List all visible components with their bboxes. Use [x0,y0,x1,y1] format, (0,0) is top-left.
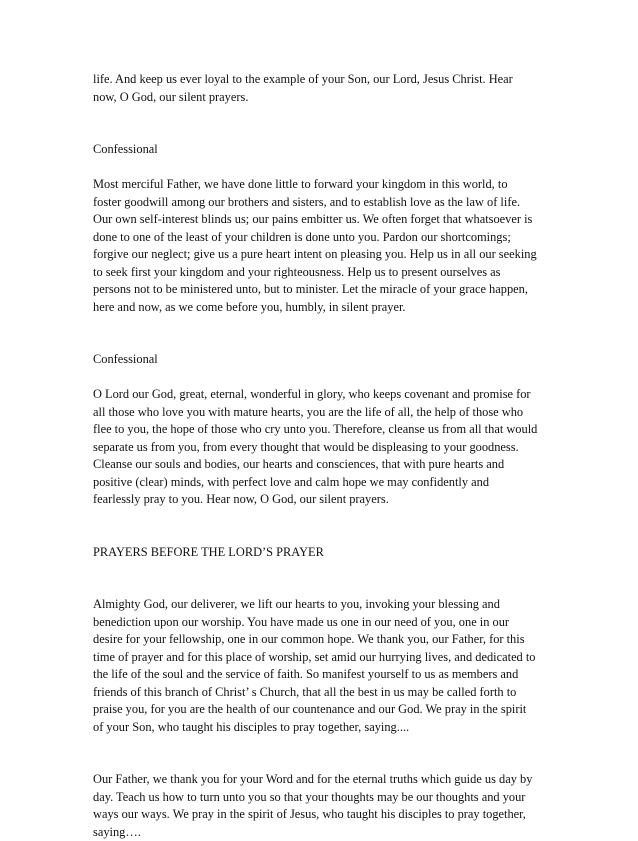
text-line: Confessional [93,141,548,159]
blank-line [93,369,548,387]
text-line: desire for your fellowship, one in our common hope. We thank you, our Father, for this [93,631,548,649]
text-line: here and now, as we come before you, humbly, in silent prayer. [93,299,548,317]
blank-line [93,316,548,334]
blank-line [93,579,548,597]
paragraph [93,596,548,736]
paragraph [93,386,548,509]
text-line: Our Father, we thank you for your Word and for the eternal truths which guide us day by [93,771,548,789]
text-line: benediction upon our worship. You have made us one in our need of you, one in our [93,614,548,632]
blank-line [93,509,548,527]
paragraph [93,771,548,841]
text-line: Most merciful Father, we have done little to forward your kingdom in this world, to [93,176,548,194]
blank-line [93,754,548,772]
blank-line [93,526,548,544]
text-line: of your Son, who taught his disciples to pray together, saying.... [93,719,548,737]
text-line: flee to you, the hope of those who cry unto you. Therefore, cleanse us from all that would [93,421,548,439]
text-line: friends of this branch of Christ’ s Church, that all the best in us may be called forth to [93,684,548,702]
blank-line [93,124,548,142]
text-line: to seek first your kingdom and your righteousness. Help us to present ourselves as [93,264,548,282]
text-line: separate us from you, from every thought that would be displeasing to your goodness. [93,439,548,457]
text-line: Cleanse our souls and bodies, our hearts and consciences, that with pure hearts and [93,456,548,474]
text-line: saying…. [93,824,548,841]
blank-line [93,334,548,352]
blank-line [93,561,548,579]
blank-line [93,159,548,177]
text-line: PRAYERS BEFORE THE LORD’S PRAYER [93,544,548,562]
text-line: time of prayer and for this place of worship, set amid our hurrying lives, and dedicated to [93,649,548,667]
section-heading [93,351,548,369]
section-heading [93,544,548,562]
document-body [93,71,548,841]
text-line: Confessional [93,351,548,369]
text-line: all those who love you with mature hearts, you are the life of all, the help of those who [93,404,548,422]
text-line: foster goodwill among our brothers and sisters, and to establish love as the law of life. [93,194,548,212]
blank-line [93,106,548,124]
text-line: forgive our neglect; give us a pure heart intent on pleasing you. Help us in all our seeking [93,246,548,264]
text-line: the life of the soul and the service of faith. So manifest yourself to us as members and [93,666,548,684]
text-line: now, O God, our silent prayers. [93,89,548,107]
text-line: O Lord our God, great, eternal, wonderful in glory, who keeps covenant and promise for [93,386,548,404]
text-line: day. Teach us how to turn unto you so that your thoughts may be our thoughts and your [93,789,548,807]
text-line: fearlessly pray to you. Hear now, O God, our silent prayers. [93,491,548,509]
text-line: Almighty God, our deliverer, we lift our hearts to you, invoking your blessing and [93,596,548,614]
section-heading [93,141,548,159]
blank-line [93,736,548,754]
paragraph [93,176,548,316]
text-line: done to one of the least of your children is done unto you. Pardon our shortcomings; [93,229,548,247]
text-line: praise you, for you are the health of our countenance and our God. We pray in the spirit [93,701,548,719]
text-line: positive (clear) minds, with perfect love and calm hope we may confidently and [93,474,548,492]
text-line: persons not to be ministered unto, but to minister. Let the miracle of your grace happen, [93,281,548,299]
text-line: ways our ways. We pray in the spirit of Jesus, who taught his disciples to pray together, [93,806,548,824]
text-line: life. And keep us ever loyal to the example of your Son, our Lord, Jesus Christ. Hear [93,71,548,89]
text-line: Our own self-interest blinds us; our pains embitter us. We often forget that whatsoever is [93,211,548,229]
paragraph [93,71,548,106]
